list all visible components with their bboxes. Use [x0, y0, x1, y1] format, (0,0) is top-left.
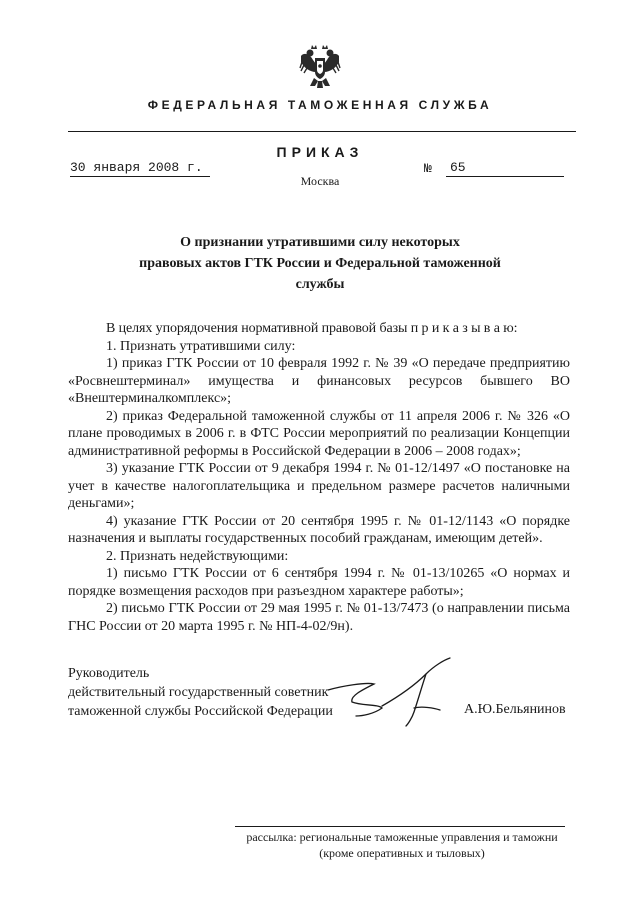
- signatory-position: Руководитель: [68, 666, 150, 681]
- document-body: [68, 320, 570, 635]
- title-line-2: правовых актов ГТК России и Федеральной таможенной службы: [139, 256, 501, 292]
- preamble-paragraph: В целях упорядочения нормативной правовой базы п р и к а з ы в а ю:: [106, 321, 518, 336]
- document-title: [120, 232, 520, 295]
- double-headed-eagle-icon: [298, 42, 342, 90]
- handwritten-signature: [322, 656, 472, 728]
- agency-name: ФЕДЕРАЛЬНАЯ ТАМОЖЕННАЯ СЛУЖБА: [147, 98, 493, 112]
- list-item: 3) указание ГТК России от 9 декабря 1994 г. № 01-12/1497 «О постановке на учет в качестве налогоплательщика и предельном размере расчетов наличными деньгами»;: [68, 461, 570, 511]
- distribution-line-2: (кроме оперативных и тыловых): [319, 846, 485, 860]
- title-line-1: О признании утратившими силу некоторых: [180, 235, 460, 250]
- list-item: 2) письмо ГТК России от 29 мая 1995 г. № 01-13/7473 (о направлении письма ГНС России от 20 марта 1995 г. № НП-4-02/9н).: [68, 601, 570, 634]
- list-item: 4) указание ГТК России от 20 сентября 1995 г. № 01-12/1143 «О порядке назначения и выплаты государственных пособий гражданам, имеющим детей».: [68, 513, 570, 546]
- issue-city: Москва: [300, 174, 340, 188]
- distribution-line-1: рассылка: региональные таможенные управления и таможни: [246, 830, 558, 844]
- document-date: 30 января 2008 г.: [70, 160, 210, 177]
- number-label: №: [424, 161, 432, 176]
- section-heading: 2. Признать недействующими:: [106, 548, 289, 564]
- distribution-list: [232, 829, 572, 861]
- header-divider: [68, 131, 576, 132]
- document-number: 65: [446, 160, 564, 177]
- signatory-rank: действительный государственный советник: [68, 685, 329, 700]
- list-item: 2) приказ Федеральной таможенной службы от 11 апреля 2006 г. № 326 «О плане проводимых в 2006 г. в ФТС России мероприятий по реализации Концепции административной реформы в Российской Федерации в 2006 – 2008 годах»;: [68, 408, 570, 459]
- footer-divider: [235, 826, 565, 827]
- signatory-rank-cont: таможенной службы Российской Федерации: [68, 704, 333, 719]
- signatory-title: [68, 664, 333, 721]
- signatory-name: А.Ю.Бельянинов: [464, 702, 566, 717]
- document-type: ПРИКАЗ: [276, 144, 364, 160]
- list-item: 1) приказ ГТК России от 10 февраля 1992 г. № 39 «О передаче предприятию «Росвнештерминал» имущества и финансовых ресурсов бывшего ВО «Внештерминалкомплекс»;: [68, 356, 570, 406]
- section-heading: 1. Признать утратившими силу:: [106, 338, 296, 354]
- list-item: 1) письмо ГТК России от 6 сентября 1994 г. № 01-13/10265 «О нормах и порядке возмещения расходов при разъездном характере работы»;: [68, 566, 570, 599]
